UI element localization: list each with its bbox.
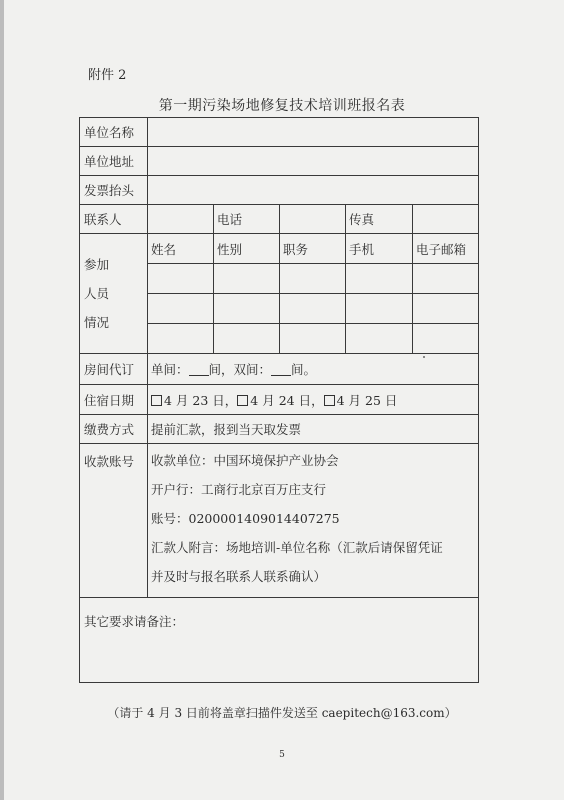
row-account [80,444,479,598]
room-double-blank[interactable] [271,363,291,376]
phone-label: 电话 [214,205,280,234]
participant-gender-field[interactable] [214,294,280,324]
account-line: 汇款人附言：场地培训-单位名称（汇款后请保留凭证 [151,540,443,555]
date-separator: ， [224,392,238,408]
participant-mobile-field[interactable] [346,264,413,294]
account-line: 收款单位：中国环境保护产业协会 [151,453,339,468]
row-payment-method [80,415,479,444]
room-single-blank[interactable] [189,363,209,376]
invoice-title-field[interactable] [148,176,479,205]
participant-mobile-field[interactable] [346,294,413,324]
date-separator: ， [311,392,324,408]
row-unit-name [80,118,479,147]
stay-date-option: 4 月 25 日 [336,392,398,408]
payment-method-value: 提前汇款，报到当天取发票 [148,415,479,444]
account-label: 收款账号 [80,444,148,598]
participant-name-field[interactable] [148,324,214,354]
participant-position-field[interactable] [280,264,346,294]
participant-mobile-field[interactable] [346,324,413,354]
participant-name-field[interactable] [148,264,214,294]
account-details [148,444,479,598]
participant-gender-field[interactable] [214,324,280,354]
stay-date-option: 4 月 23 日 [164,392,225,408]
participant-position-field[interactable] [280,324,346,354]
participants-label-line: 参加 [84,257,110,272]
invoice-title-label: 发票抬头 [80,176,148,205]
participant-gender-field[interactable] [214,264,280,294]
scan-edge [0,0,4,800]
unit-address-label: 单位地址 [80,147,148,176]
header-mobile: 手机 [346,234,413,264]
account-line: 开户行：工商行北京百万庄支行 [151,482,327,497]
row-invoice-title [80,176,479,205]
header-email: 电子邮箱 [413,234,479,264]
header-name: 姓名 [148,234,214,264]
participant-email-field[interactable] [413,294,479,324]
annex-label: 附件 2 [88,68,127,83]
row-room-booking [80,354,479,385]
unit-name-field[interactable] [148,118,479,147]
participants-label-line: 情况 [84,315,110,330]
participant-email-field[interactable] [413,324,479,354]
checkbox-icon[interactable] [237,395,248,406]
contact-field[interactable] [148,205,214,234]
scan-speck [423,356,425,358]
checkbox-icon[interactable] [324,395,335,406]
row-stay-dates [80,385,479,415]
page-number: 5 [279,750,285,760]
contact-label: 联系人 [80,205,148,234]
stay-dates-value [148,385,479,415]
stay-dates-label: 住宿日期 [80,385,148,415]
fax-field[interactable] [413,205,479,234]
room-booking-value [148,354,479,385]
participants-label-line: 人员 [84,286,110,301]
row-contact [80,205,479,234]
participants-header-row [80,234,479,264]
header-gender: 性别 [214,234,280,264]
participant-name-field[interactable] [148,294,214,324]
unit-name-label: 单位名称 [80,118,148,147]
registration-form-table [79,117,479,683]
participant-position-field[interactable] [280,294,346,324]
room-single-label: 单间： [151,362,189,377]
payment-method-label: 缴费方式 [80,415,148,444]
phone-field[interactable] [280,205,346,234]
room-end: 间。 [291,362,317,377]
checkbox-icon[interactable] [151,395,162,406]
participants-label [80,234,148,354]
account-line: 账号：0200001409014407275 [151,511,340,526]
form-title: 第一期污染场地修复技术培训班报名表 [158,98,406,114]
row-remarks [80,598,479,683]
remarks-field[interactable] [80,598,479,683]
header-position: 职务 [280,234,346,264]
footer-note: （请于 4 月 3 日前将盖章扫描件发送至 caepitech@163.com） [107,706,457,720]
room-booking-label: 房间代订 [80,354,148,385]
account-line: 并及时与报名联系人联系确认） [151,569,327,584]
remarks-label: 其它要求请备注： [84,614,185,629]
room-unit: 间 [208,362,222,377]
participant-email-field[interactable] [413,264,479,294]
unit-address-field[interactable] [148,147,479,176]
room-double-label: ，双间： [221,362,272,377]
fax-label: 传真 [346,205,413,234]
stay-date-option: 4 月 24 日 [250,392,312,408]
row-unit-address [80,147,479,176]
